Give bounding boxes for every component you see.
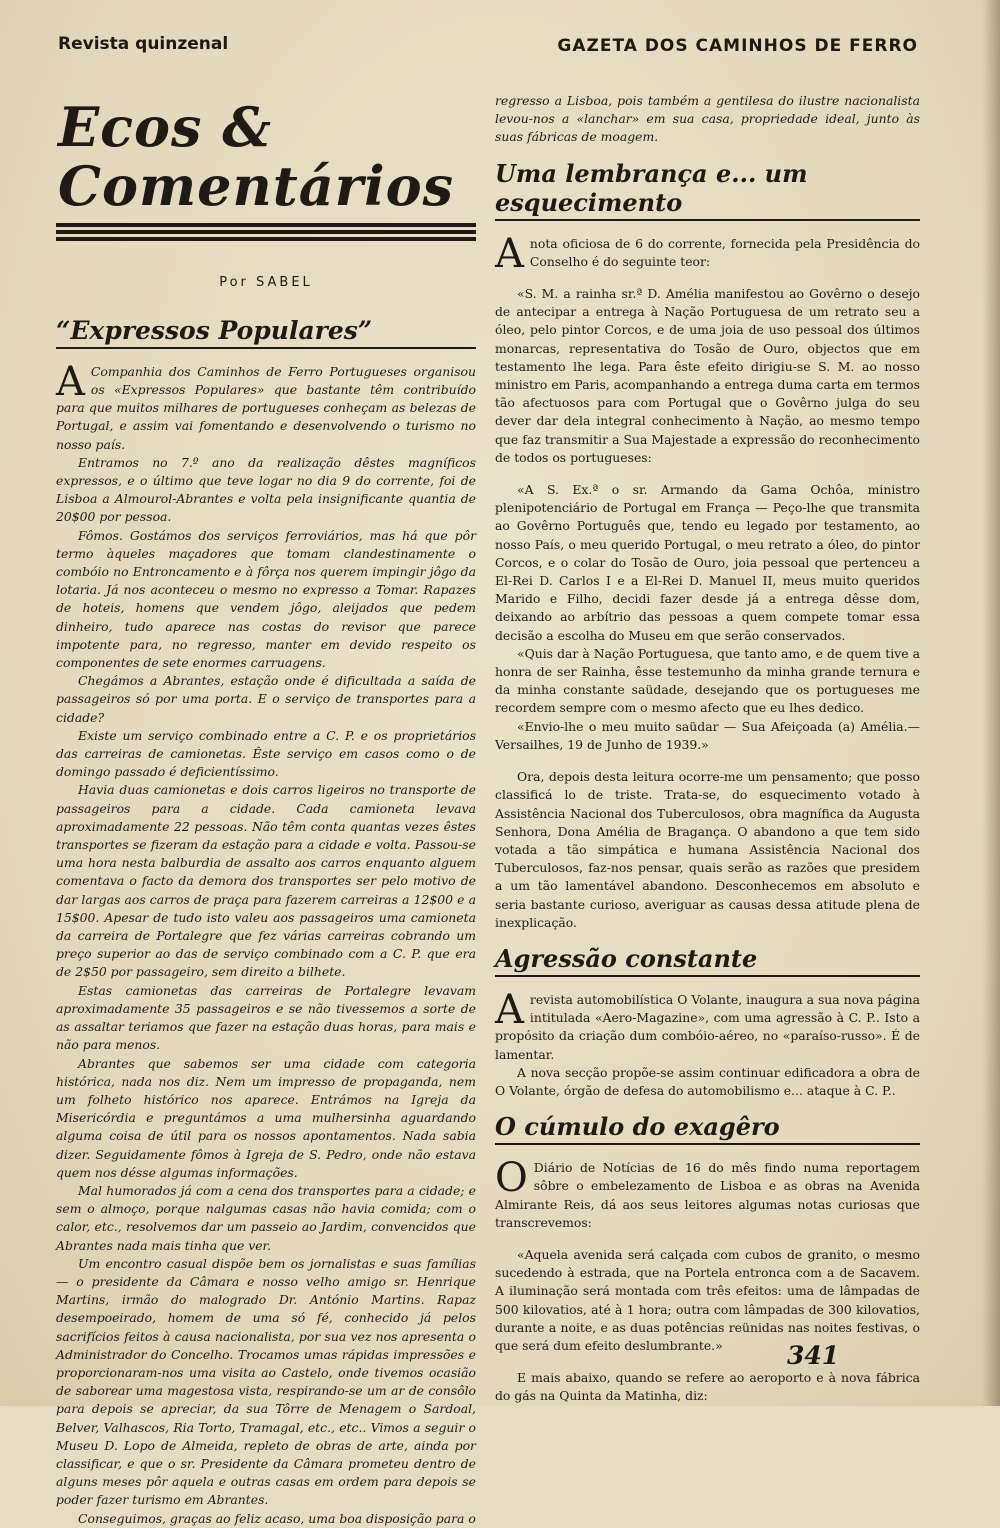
header-left: Revista quinzenal	[58, 34, 229, 54]
article-paragraph: «Quis dar à Nação Portuguesa, que tanto amo, e de quem tive a honra de ser Rainha, êsse testemunho da minha grande ternura e da minha constante saüdade, desejando que os portugueses me recordem sempre com o mesmo afecto que eu lhes dedico.	[495, 645, 920, 716]
article-paragraph: «Envio-lhe o meu muito saüdar — Sua Afeiçoada (a) Amélia.— Versailhes, 19 de Junho de 1939.»	[495, 718, 920, 752]
article-paragraph: «A S. Ex.ª o sr. Armando da Gama Ochôa, ministro plenipotenciário de Portugal em França — Peço-lhe que transmita ao Govêrno Português que, tendo eu legado por testamento, ao nosso País, o meu querido Portugal, o meu retrato a óleo, do pintor Corcos, e o colar do Tosão de Ouro, joia pessoal que pertenceu a El-Rei D. Carlos I e a El-Rei D. Manuel II, meus muito queridos Marido e Filho, decidi fazer desde já a entrega dêsse dom, deixando ao arbítrio das pessoas a quem compete tomar essa decisão a escolha do Museu em que serão conservados.	[495, 482, 920, 643]
article-paragraph: Existe um serviço combinado entre a C. P. e os proprietários das carreiras de camionetas. Êste serviço em casos como o de domingo passado é deficientíssimo.	[56, 727, 476, 780]
page-edge-shadow	[982, 0, 1000, 1406]
right-column	[495, 92, 920, 1406]
article-paragraph: Conseguimos, graças ao feliz acaso, uma boa disposição para o	[78, 1510, 476, 1526]
article-paragraph: Estas camionetas das carreiras de Portalegre levavam aproximadamente 35 passageiros e se não tivessemos a sorte de as assaltar teriamos que fazer na estação duas horas, para mais e não para menos.	[56, 982, 476, 1053]
article-paragraph: Arevista automobilística O Volante, inaugura a sua nova página intitulada «Aero-Magazine», com uma agressão à C. P.. Isto a propósito da criação dum combóio-aéreo, no «paraíso-russo». É de lamentar.	[495, 986, 920, 1062]
dropcap: A	[56, 358, 85, 405]
masthead-rules	[56, 223, 476, 241]
section-title-cumulo: O cúmulo do exagêro	[495, 1112, 920, 1145]
article-paragraph: Havia duas camionetas e dois carros ligeiros no transporte de passageiros para a cidade. Cada camioneta levava aproximadamente 22 pessoas. Não têm conta quantas vezes êstes transportes se fizeram da estação para a cidade e volta. Passou-se uma hora nesta balburdia de assalto aos carros enquanto alguem comentava o facto da demora dos transportes ser pelo motivo de dar largas aos carros de praça para fazerem carreiras a 12$00 e a 15$00. Apesar de tudo isto valeu aos passageiros uma camioneta da carreira de Portalegre que fez várias carreiras cobrando um preço superior ao das de serviço combinado com a C. P. que era de 2$50 por passageiro, sem direito a bilhete.	[56, 782, 476, 980]
dropcap: A	[495, 986, 524, 1033]
masthead: Ecos & Comentários	[58, 95, 455, 219]
left-column	[56, 86, 476, 1528]
article-paragraph: Um encontro casual dispõe bem os jornalistas e suas famílias — o presidente da Câmara e nosso velho amigo sr. Henrique Martins, irmão do malogrado Dr. António Martins. Rapaz desempoeirado, homem de uma só fé, conhecido já pelos sacrifícios feitos à causa nacionalista, por sua vez nos apresenta o Administrador do Concelho. Trocamos umas rápidas impressões e proporcionaram-nos uma visita ao Castelo, onde tivemos ocasião de saborear uma magestosa vista, respirando-se um ar de consôlo para depois se apreciar, da sua Tôrre de Menagem o Sardoal, Belver, Valhascos, Ria Torto, Tramagal, etc., etc.. Vimos a seguir o Museu D. Lopo de Almeida, repleto de obras de arte, ainda por classificar, e que o sr. Presidente da Câmara prometeu dentro de alguns meses pôr aquela e outras casas em ordem para depois se poder fazer turismo em Abrantes.	[56, 1255, 476, 1508]
article-paragraph: A Companhia dos Caminhos de Ferro Portugueses organisou os «Expressos Populares» que bastante têm contribuído para que muitos milhares de portugueses conheçam as belezas de Portugal, e assim vai fomentando e desenvolvendo o turismo no nosso país.	[56, 358, 476, 452]
article-paragraph: Fômos. Gostámos dos serviços ferroviários, mas há que pôr termo àqueles maçadores que tomam clandestinamente o combóio no Entroncamento e à fôrça nos querem impingir jôgo da lotaria. Já nos aconteceu o mesmo no expresso a Tomar. Rapazes de hoteis, homens que vendem jôgo, aleijados que pedem dinheiro, tudo aparece nas costas do revisor que parece impotente para, no regresso, manter em devido respeito os componentes de sete enormes carruagens.	[56, 527, 476, 671]
header-right: GAZETA DOS CAMINHOS DE FERRO	[557, 36, 918, 56]
dropcap: A	[495, 230, 524, 277]
section-title-expressos: “Expressos Populares”	[56, 316, 476, 349]
article-paragraph: Ora, depois desta leitura ocorre-me um pensamento; que posso classificá lo de triste. Trata-se, do esquecimento votado à Assistência Nacional dos Tuberculosos, obra magnífica da Augusta Senhora, Dona Amélia de Bragança. O abandono a que tem sido votada a tão simpática e humana Assistência Nacional dos Tuberculosos, faz-nos pensar, quais serão as razões que presidem a um tão lamentável abandono. Desconhecemos em absoluto e seria bastante curioso, averiguar as causas dessa atitude plena de inexplicação.	[495, 769, 920, 930]
article-paragraph: regresso a Lisboa, pois também a gentilesa do ilustre nacionalista levou-nos a «lanchar» em sua casa, propriedade ideal, junto às suas fábricas de moagem.	[495, 93, 920, 145]
article-paragraph: «Aquela avenida será calçada com cubos de granito, o mesmo sucedendo à estrada, que na Portela entronca com a de Sacavem. A iluminação será montada com três efeitos: uma de lâmpadas de 500 kilovatios, até à 1 hora; outra com lâmpadas de 300 kilovatios, durante a noite, e as duas potências reünidas nas noites festivas, o que será dum efeito deslumbrante.»	[495, 1246, 920, 1353]
article-paragraph: E mais abaixo, quando se refere ao aeroporto e à nova fábrica do gás na Quinta da Matinha, diz:	[495, 1370, 920, 1404]
article-paragraph: Mal humorados já com a cena dos transportes para a cidade; e sem o almoço, porque nalgumas casas não havia comida; com o calor, etc., resolvemos dar um passeio ao Jardim, convencidos que Abrantes nada mais tinha que ver.	[56, 1182, 476, 1253]
article-paragraph: A nova secção propõe-se assim continuar edificadora a obra de O Volante, órgão de defesa do automobilismo e... ataque à C. P..	[495, 1064, 920, 1098]
page-number: 341	[787, 1341, 840, 1370]
article-paragraph: Entramos no 7.º ano da realização dêstes magníficos expressos, e o último que teve logar no dia 9 do corrente, foi de Lisboa a Almourol-Abrantes e volta pela insignificante quantia de 20$00 por pessoa.	[56, 454, 476, 525]
article-paragraph: Anota oficiosa de 6 do corrente, fornecida pela Presidência do Conselho é do seguinte teor:	[495, 230, 920, 277]
section-title-agressao: Agressão constante	[495, 944, 920, 977]
dropcap: O	[495, 1155, 528, 1202]
article-paragraph: O Diário de Notícias de 16 do mês findo numa reportagem sôbre o embelezamento de Lisboa e as obras na Avenida Almirante Reis, dá aos seus leitores algumas notas curiosas que transcrevemos:	[495, 1155, 920, 1230]
article-paragraph: Abrantes que sabemos ser uma cidade com categoria histórica, nada nos diz. Nem um impresso de propaganda, nem um folheto histórico nos aparece. Entrámos na Igreja da Misericórdia e preguntámos a uma mulhersinha aguardando alguma coisa de útil para os nossos apontamentos. Nada sabia dizer. Seguidamente fômos à Igreja de S. Pedro, onde não estava quem nos désse algumas informações.	[56, 1055, 476, 1180]
section-title-lembranca: Uma lembrança e... um esquecimento	[495, 159, 920, 221]
article-paragraph: Chegámos a Abrantes, estação onde é dificultada a saída de passageiros só por uma porta. E o serviço de transportes para a cidade?	[56, 673, 476, 725]
article-paragraph: «S. M. a rainha sr.ª D. Amélia manifestou ao Govêrno o desejo de antecipar a entrega à Nação Portuguesa de um retrato seu a óleo, pelo pintor Corcos, e de uma joia de uso pessoal dos últimos monarcas, representativa do Tosão de Ouro, objectos que em testamento lhe lega. Para êste efeito dirigiu-se S. M. ao nosso ministro em Paris, acompanhando a entrega duma carta em termos tão afectuosos para com Portugal que o Govêrno julga do seu dever dar dela integral conhecimento à Nação, ao mesmo tempo que faz transmitir a Sua Majestade a expressão do reconhecimento de todos os portugueses:	[495, 286, 920, 465]
byline: Por SABEL	[219, 274, 313, 290]
